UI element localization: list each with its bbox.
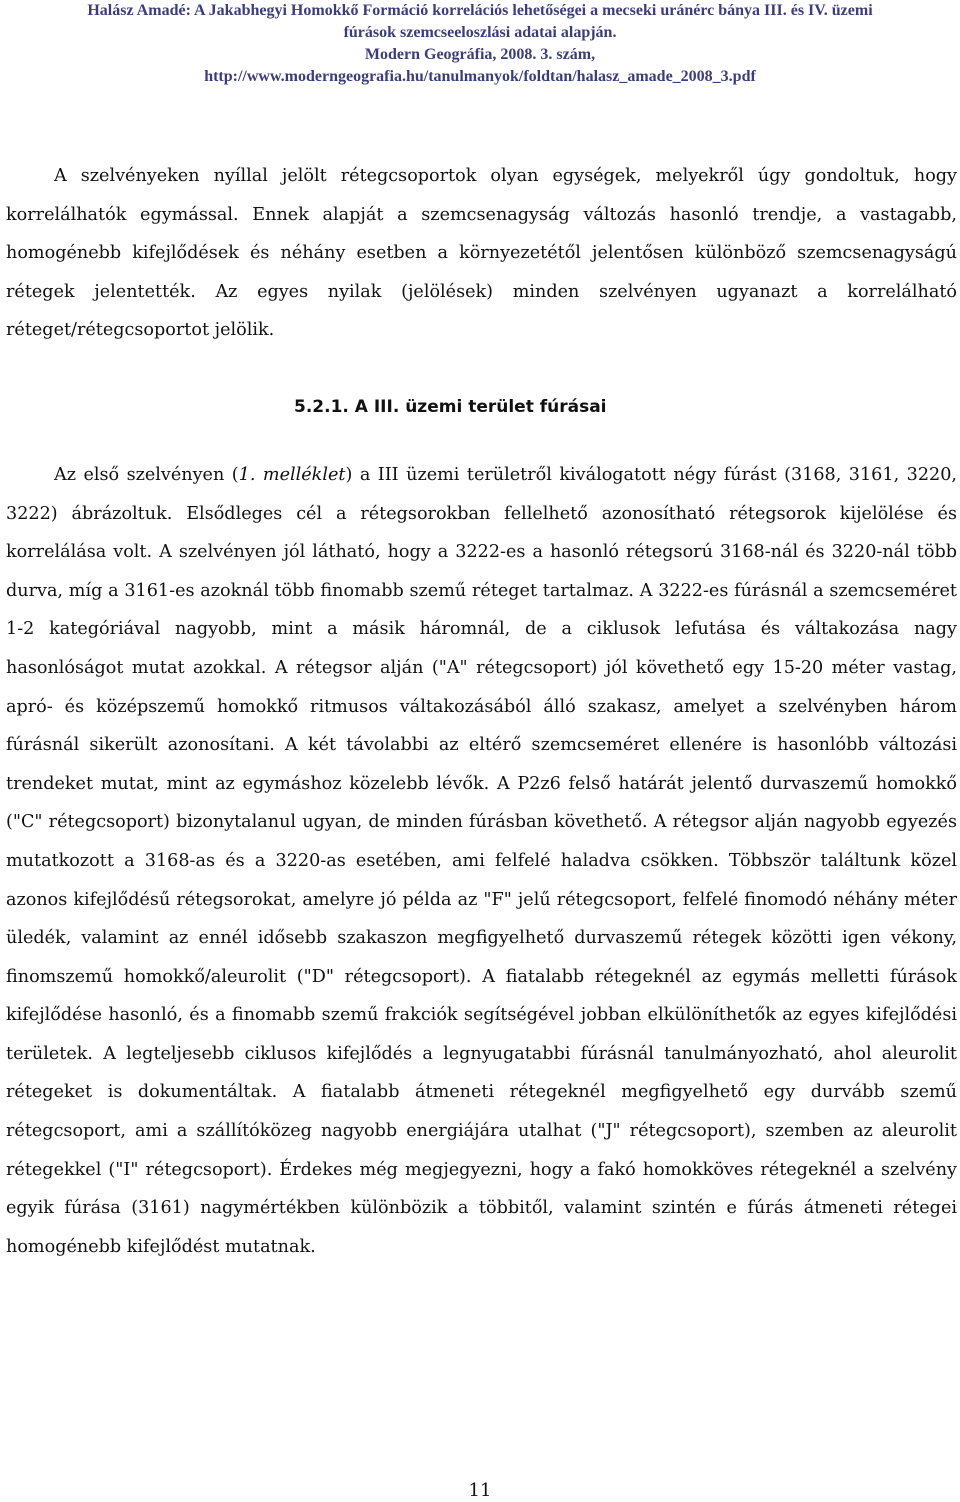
body-paragraph (6, 456, 957, 1266)
body-text-start: Az első szelvényen ( (54, 464, 239, 485)
body-text-rest: ) a III üzemi területről kiválogatott négy fúrást (3168, 3161, 3220, 3222) ábrázoltuk. Elsődleges cél a rétegsorokban fellelhető azonosítható rétegsorok kijelölése és korrelálása volt. A szelvényen jól látható, hogy a 3222-es a hasonló rétegsorú 3168-nál és 3220-nál több durva, míg a 3161-es azoknál több finomabb szemű réteget tartalmaz. A 3222-es fúrásnál a szemcseméret 1-2 kategóriával nagyobb, mint a másik háromnál, de a ciklusok lefutása és váltakozása nagy hasonlóságot mutat azokkal. A rétegsor alján ("A" rétegcsoport) jól követhető egy 15-20 méter vastag, apró- és középszemű homokkő ritmusos váltakozásából álló szakasz, amelyet a szelvényben három fúrásnál sikerült azonosítani. A két távolabbi az eltérő szemcseméret ellenére is hasonlóbb változási trendeket mutat, mint az egymáshoz közelebb lévők. A P2z6 felső határát jelentő durvaszemű homokkő ("C" rétegcsoport) bizonytalanul ugyan, de minden fúrásban követhető. A rétegsor alján nagyobb egyezés mutatkozott a 3168-as és a 3220-as esetében, ami felfelé haladva csökken. Többször találtunk közel azonos kifejlődésű rétegsorokat, amelyre jó példa az "F" jelű rétegcsoport, felfelé finomodó néhány méter üledék, valamint az ennél idősebb szakaszon megfigyelhető durvaszemű rétegek közötti igen vékony, finomszemű homokkő/aleurolit ("D" rétegcsoport). A fiatalabb rétegeknél az egymás melletti fúrások kifejlődése hasonló, és a finomabb szemű frakciók segítségével jobban elkülöníthetők az egyes kifejlődési területek. A legteljesebb ciklusos kifejlődés a legnyugatabbi fúrásnál tanulmányozható, ahol aleurolit rétegeket is dokumentáltak. A fiatalabb átmeneti rétegeknél megfigyelhető egy durvább szemű rétegcsoport, ami a szállítóközeg nagyobb energiájára utalhat ("J" rétegcsoport), szemben az aleurolit rétegekkel ("I" rétegcsoport). Érdekes még megjegyezni, hogy a fakó homokköves rétegeknél a szelvény egyik fúrása (3161) nagymértékben különbözik a többitől, valamint szintén e fúrás átmeneti rétegei homogénebb kifejlődést mutatnak. (6, 464, 958, 1257)
header-citation-line: fúrások szemcseeloszlási adatai alapján. (343, 24, 617, 41)
intro-paragraph: A szelvényeken nyíllal jelölt rétegcsoportok olyan egységek, melyekről úgy gondoltuk, hogy korrelálhatók egymással. Ennek alapját a szemcsenagyság változás hasonló trendje, a vastagabb, homogénebb kifejlődések és néhány esetben a környezetétől jelentősen különböző szemcsenagyságú rétegek jelentették. Az egyes nyilak (jelölések) minden szelvényen ugyanazt a korrelálható réteget/rétegcsoportot jelölik. (6, 166, 957, 341)
appendix-reference: 1. melléklet (238, 464, 346, 485)
header-url-line: http://www.moderngeografia.hu/tanulmanyok/foldtan/halasz_amade_2008_3.pdf (204, 68, 756, 85)
header-citation-line: Halász Amadé: A Jakabhegyi Homokkő Formáció korrelációs lehetőségei a mecseki uránérc bánya III. és IV. üzemi (87, 2, 873, 19)
article-body (6, 157, 957, 1266)
header-journal-line: Modern Geográfia, 2008. 3. szám, (364, 46, 596, 63)
running-header (0, 0, 960, 88)
page-number: 11 (468, 1480, 492, 1501)
section-heading: 5.2.1. A III. üzemi terület fúrásai (294, 396, 607, 417)
